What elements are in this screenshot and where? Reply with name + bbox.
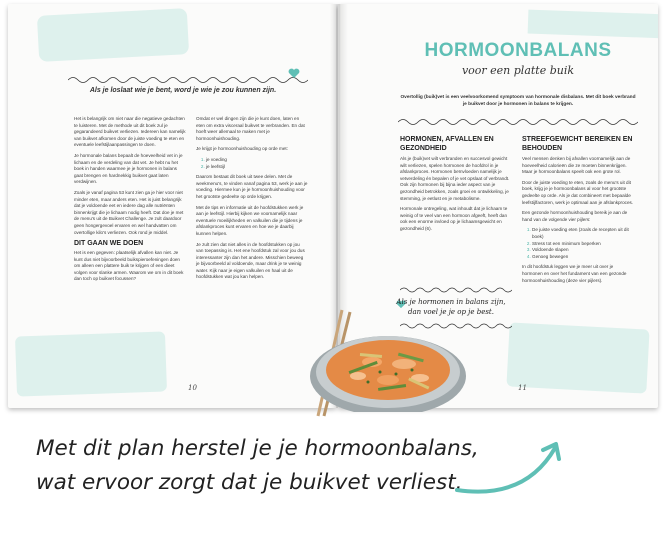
heart-icon (288, 68, 300, 79)
paragraph: Als je (buik)vet wilt verbranden en succesvol gewicht wilt verliezen, spelen hormonen de hoofdrol in je afslankproces. Hormonen beïnvloeden namelijk je vetverdeling én bepalen of je vet opslaat of verbrandt. Ook zijn hormonen bij bijna ieder aspect van je gezondheid betrokken, zoals groei en ontwikkeling, je stemming, je eetlust en je metabolisme. (400, 156, 510, 201)
numbered-list (522, 227, 634, 260)
left-column-1 (74, 116, 186, 287)
section-heading: HORMONEN, AFVALLEN EN GEZONDHEID (400, 136, 494, 152)
paragraph: Je hormonale balans bepaalt de hoeveelheid vet in je lichaam en de verdeling van dat vet. Je hebt nu het boek in handen waarmee je je hormonen in balans gaat brengen en hardnekkig buikvet gaat laten verdwijnen. (74, 152, 183, 185)
page-subtitle: voor een platte buik (461, 64, 575, 77)
left-page (8, 4, 336, 408)
page-title: HORMOONBALANS (424, 40, 612, 61)
list-item: 2. je leefstijl (206, 164, 308, 171)
paragraph: Veel mensen denken bij afvallen voornamelijk aan de hoeveelheid calorieën die ze moeten binnenkrijgen. Maar je hormoonbalans speelt ook een grote rol. (522, 156, 631, 175)
paragraph: Het is een gegeven: plaatselijk afvallen kan niet. Je kunt dus niet bijvoorbeeld buikspieroefeningen doen om alleen een plattere buik te krijgen of een dieet volgen voor slanke armen. Waarom we om in dit boek dan toch op buikvet focussen? (74, 250, 184, 282)
list-item: 2. Stress tot een minimum beperken (532, 241, 634, 248)
paragraph: Daarom bestaat dit boek uit twee delen. Met de weekmenu's, te vinden vanaf pagina 53, werk je aan je voeding. Hiermee kun je je hormoonhuishouding voor het grootste gedeelte op orde krijgen. (196, 174, 308, 199)
paragraph: Een gezonde hormoonhuishouding bereik je aan de hand van de volgende vier pijlers: (522, 210, 628, 222)
intro-text: Overtollig (buik)vet is een veelvoorkomend symptoom van hormonale disbalans. Met dit boek verbrand je buikvet door je hormonen in balans te krijgen. (400, 95, 636, 107)
squiggle-divider (398, 116, 638, 128)
pull-quote: Als je hormonen in balans zijn, dan voel je je op je best. (396, 298, 506, 316)
watercolor-wash (528, 10, 658, 39)
list-item: 1. je voeding (206, 157, 308, 164)
paragraph: Omdat er wel dingen zijn die je kunt doen, laten en eten om extra visceraal buikvet te verbranden. En dat hoeft weer allemaal te maken met je hormoonhuishouding. (196, 116, 305, 141)
section-heading: STREEFGEWICHT BEREIKEN EN BEHOUDEN (522, 136, 633, 152)
paragraph: Zoals je vanaf pagina 53 kunt zien ga je hier voor niet minder eten, maar anders eten. Het is juist belangrijk dat je voldoende eet en iedere dag alle nutriënten binnenkrijgt die je lichaam nodig heeft. Dat doe je met de menu's uit de Buikvet Challenge. Je zult daardoor geen hongergevoel ervaren en wel handvatten om overtollige kilo's verliezen. Ook rond je middel. (74, 189, 184, 235)
paragraph: Hormonale ontregeling, wat inhoudt dat je lichaam te weinig of te veel van een hormoon afgeeft, heeft dan ook een enorme invloed op je lichaamsgewicht en gezondheid (6). (400, 206, 508, 231)
paragraph: In dit hoofdstuk leggen we je meer uit over je hormonen en over het fundament van een gezonde hormoonhuishouding (deze vier pijlers). (522, 264, 627, 283)
page-number: 10 (188, 384, 197, 392)
food-bowl-image (308, 316, 468, 412)
paragraph: Met de tips en informatie uit de hoofdstukken werk je aan je leefstijl. Hierbij kijken we voornamelijk naar eventuele moeilijkheden en valkuilen die je tijdens je afslankproces kunt ervaren en hoe we je daarbij kunnen helpen. (196, 204, 304, 236)
caption-line: Met dit plan herstel je je hormoonbalans, (36, 436, 479, 461)
paragraph: Het is belangrijk om niet naar die negatieve gedachten te luisteren. Met de methode uit dit boek zul je gegarandeerd buikvet verliezen. Iedereen kan namelijk van buikvet afkomen door de juiste voeding te eten en eventuele leefstijlaanpassingen te doen. (74, 116, 186, 148)
paragraph: Je krijgt je hormoonhuishouding op orde met: (196, 146, 288, 152)
paragraph: Door de juiste voeding te eten, zoals de menu's uit dit boek, krijg je je hormoonbalans al voor het grootste gedeelte op orde. Als je dat combineert met bepaalde leefstijlfactoren, werk je optimaal aan je afslankproces. (522, 179, 634, 205)
right-column-2 (522, 156, 634, 288)
page-number: 11 (518, 384, 527, 392)
caption-line: wat ervoor zorgt dat je buikvet verliest. (36, 470, 463, 495)
list-item: 4. Genoeg bewegen (532, 254, 634, 261)
squiggle-divider (68, 74, 308, 86)
watercolor-wash (506, 322, 649, 393)
paragraph: Je zult zien dat niet alles in de hoofdstukken op jou van toepassing is. Het ene hoofdstuk zal voor jou dus interessanter zijn dan het andere. Misschien beweeg je bijvoorbeeld al voldoende, maar drink je te weinig water. Kijk naar je eigen valkuilen en haal uit de hoofdstukken wat jou kan helpen. (196, 241, 305, 280)
watercolor-wash (37, 8, 189, 62)
list-item: 1. De juiste voeding eten (zoals de recepten uit dit boek) (532, 227, 634, 240)
list-item: 3. Voldoende slapen (532, 247, 634, 254)
left-column-2 (196, 116, 308, 285)
squiggle-divider (400, 286, 512, 294)
watercolor-wash (15, 331, 167, 396)
curved-arrow-icon (455, 438, 565, 500)
page-quote: Als je loslaat wie je bent, word je wie je zou kunnen zijn. (89, 87, 277, 94)
right-column-1 (400, 156, 512, 237)
numbered-list (196, 157, 308, 170)
section-heading: DIT GAAN WE DOEN (74, 240, 144, 248)
